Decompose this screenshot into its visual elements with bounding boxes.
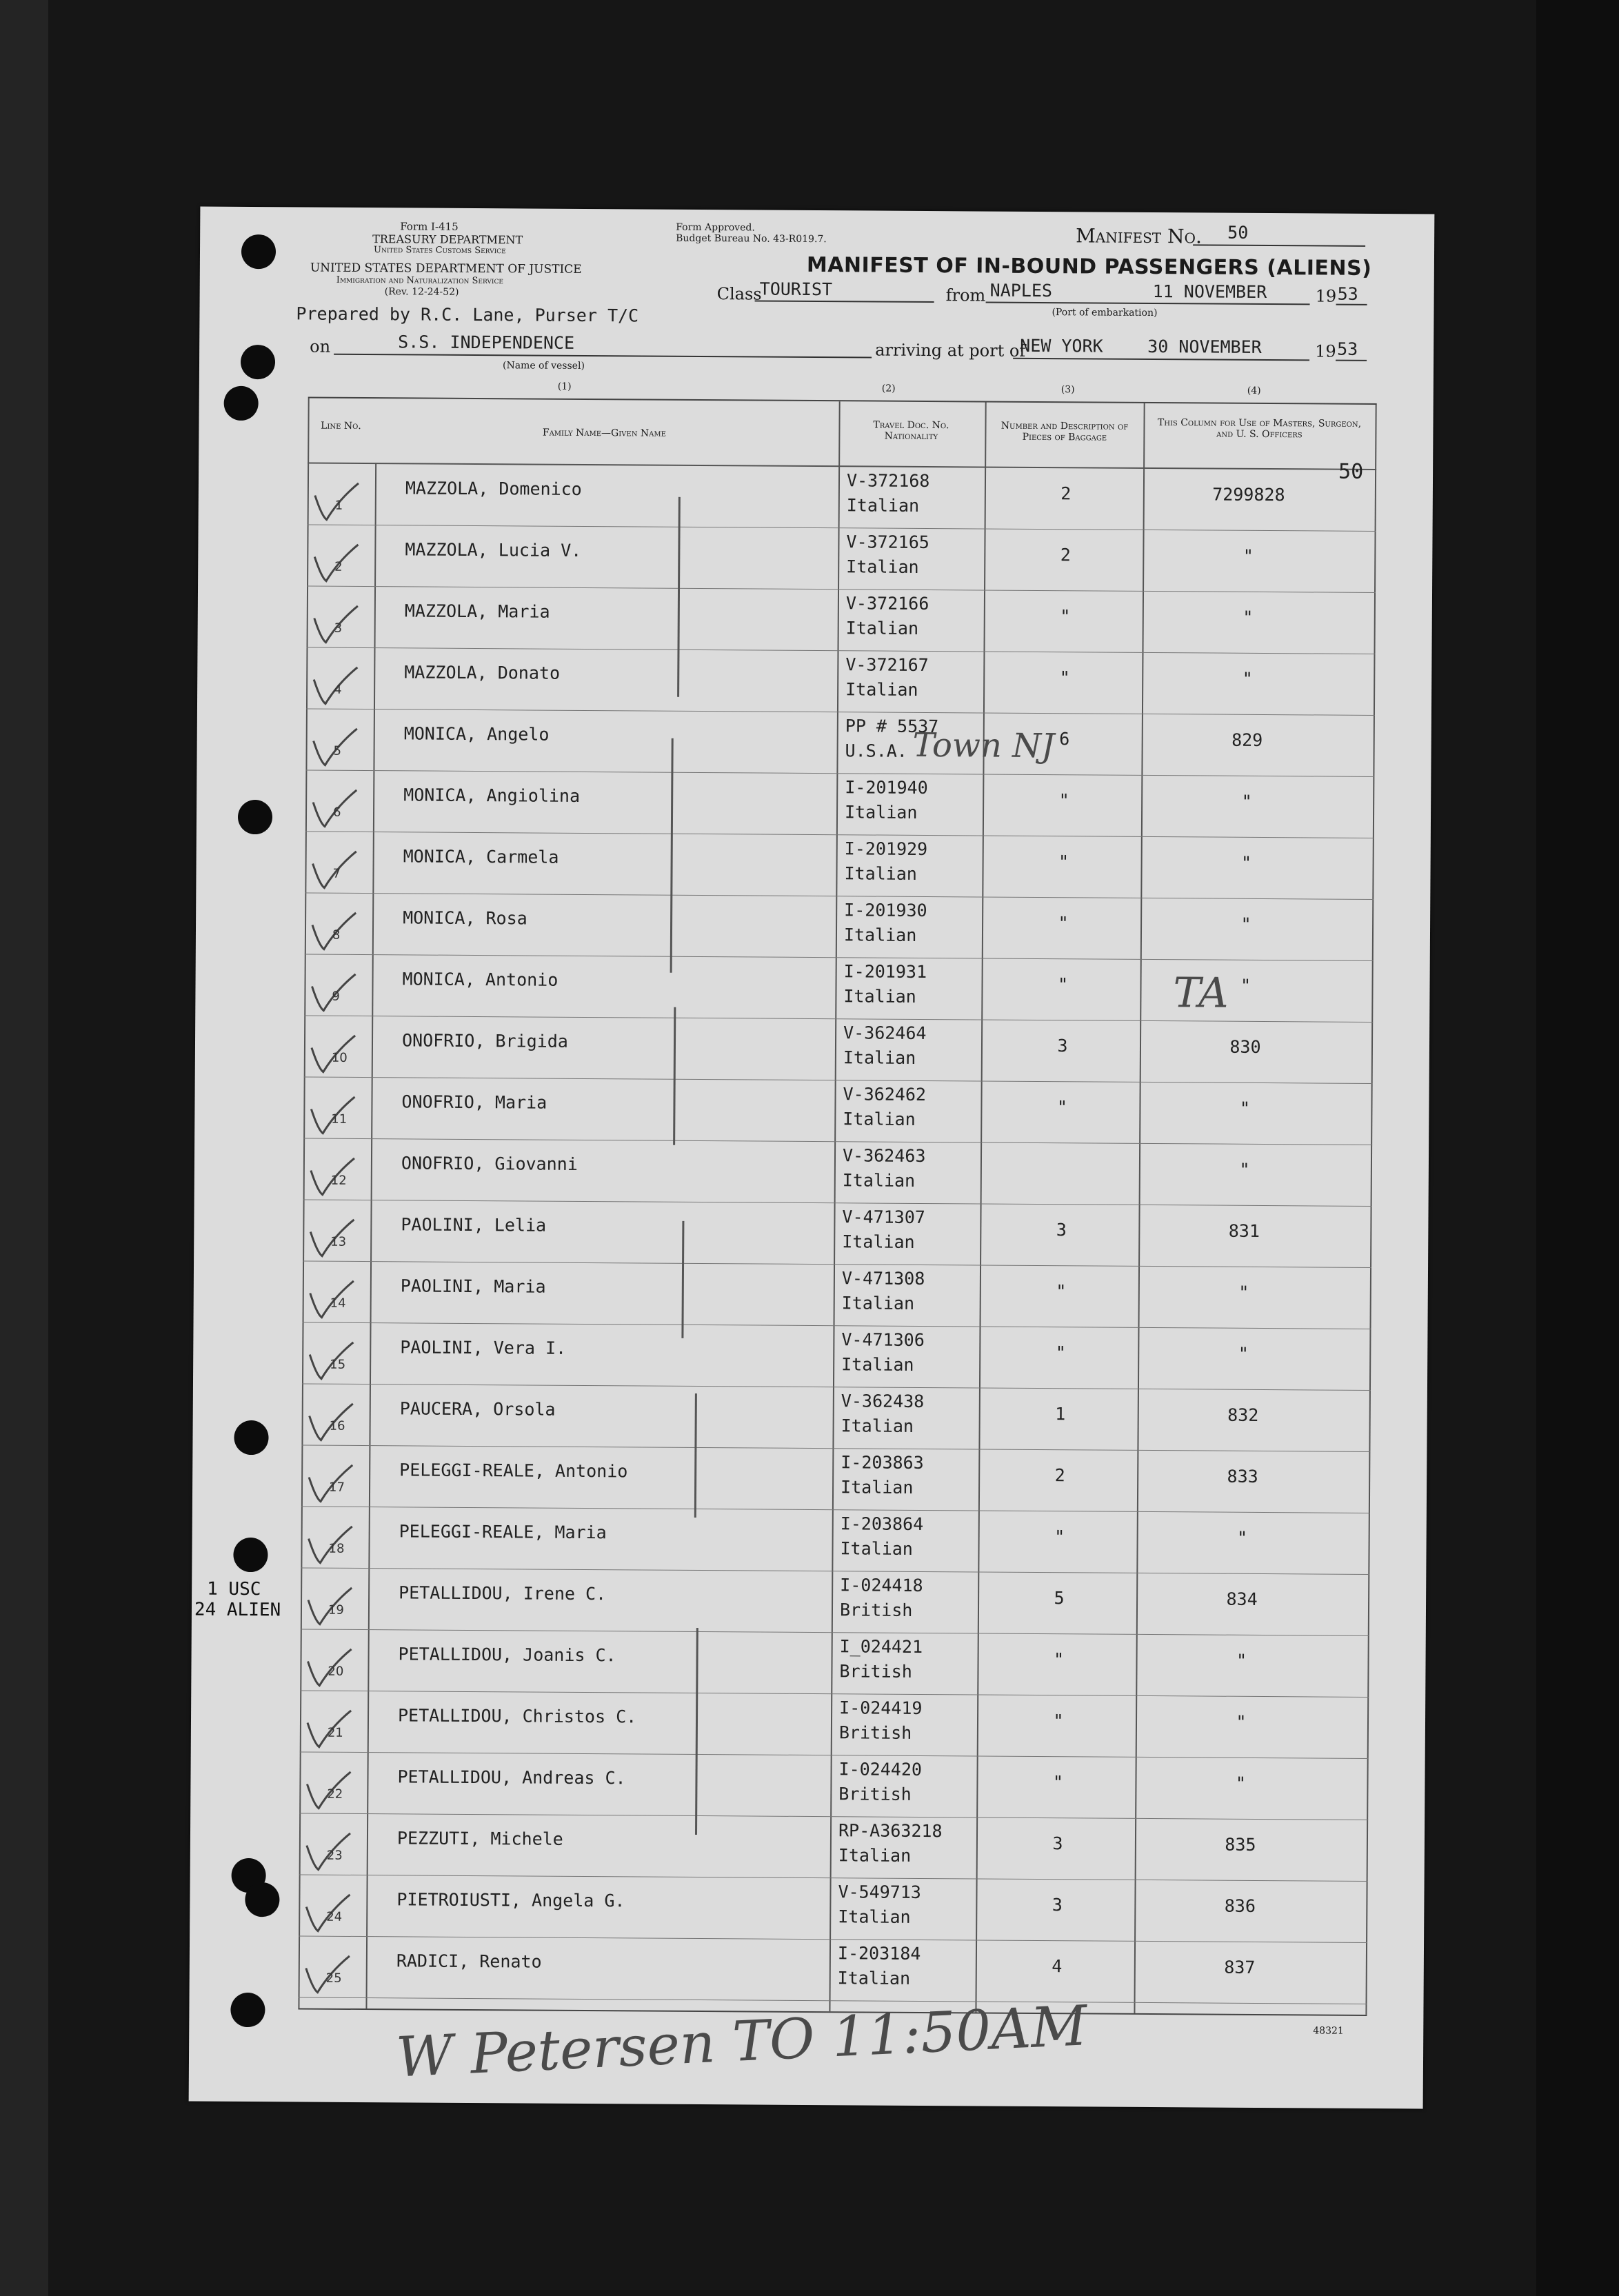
margin-note	[194, 1579, 305, 1621]
nationality: British	[839, 1600, 913, 1620]
passenger-name: MAZZOLA, Maria	[404, 601, 550, 622]
travel-doc	[842, 1266, 925, 1316]
line-number: 15	[330, 1357, 346, 1372]
travel-doc	[841, 1389, 925, 1439]
doc-number: I-203864	[840, 1513, 924, 1535]
table-row	[308, 464, 1377, 532]
binder-hole	[245, 1882, 279, 1917]
embark-year-prefix: 19	[1315, 286, 1337, 306]
underline	[1013, 358, 1309, 361]
doc-number: V-362462	[843, 1084, 927, 1105]
nationality: British	[838, 1722, 912, 1743]
passenger-name: PEZZUTI, Michele	[396, 1828, 563, 1849]
line-number: 9	[332, 989, 340, 1004]
line-number: 25	[325, 1971, 342, 1986]
nationality: Italian	[843, 986, 916, 1007]
nationality: Italian	[840, 1538, 913, 1559]
nationality: Italian	[846, 495, 920, 516]
officer-entry: 837	[1224, 1957, 1256, 1977]
officer-entry: "	[1236, 1711, 1247, 1732]
officer-entry: 831	[1228, 1220, 1260, 1241]
officer-entry: 835	[1225, 1834, 1256, 1855]
officer-entry: 836	[1224, 1895, 1256, 1916]
line-number: 6	[332, 805, 341, 820]
officer-entry: "	[1243, 545, 1254, 566]
doc-number: V-372165	[846, 532, 929, 553]
binder-hole	[230, 1993, 265, 2027]
nationality: Italian	[841, 1354, 914, 1375]
underline	[334, 354, 872, 359]
baggage-count: "	[1055, 1342, 1066, 1363]
scan-background-right	[1536, 0, 1619, 2296]
travel-doc	[839, 1634, 923, 1684]
line-number: 1	[334, 498, 343, 513]
travel-doc	[845, 775, 928, 825]
header-baggage: Number and Description of Pieces of Baggage	[1000, 420, 1129, 443]
nationality: British	[838, 1784, 912, 1804]
officer-entry: "	[1243, 607, 1254, 627]
passenger-name: MONICA, Rosa	[403, 907, 527, 929]
table-row	[301, 1568, 1370, 1635]
baggage-count: "	[1054, 1527, 1065, 1547]
baggage-count: 3	[1052, 1833, 1063, 1854]
table-row	[305, 894, 1374, 961]
doc-number: V-372168	[846, 470, 930, 492]
handwritten-note-row10: TA	[1173, 969, 1229, 1018]
baggage-count: 3	[1052, 1895, 1063, 1915]
underline	[1193, 244, 1365, 247]
officer-entry: "	[1238, 1282, 1249, 1302]
table-row	[301, 1445, 1371, 1513]
table-row	[304, 1016, 1374, 1084]
manifest-no-label: Manifest No.	[1076, 224, 1203, 248]
form-revision: (Rev. 12-24-52)	[384, 286, 459, 298]
arrival-date: 30 NOVEMBER	[1147, 336, 1262, 357]
table-row	[301, 1384, 1371, 1451]
line-number: 18	[328, 1541, 345, 1556]
doc-number: V-362463	[842, 1145, 926, 1167]
binder-hole	[238, 800, 272, 834]
corner-note: 50	[1338, 459, 1364, 484]
baggage-count: 1	[1055, 1404, 1066, 1424]
travel-doc	[843, 1020, 927, 1071]
travel-doc	[847, 468, 930, 518]
baggage-count: "	[1058, 852, 1069, 872]
baggage-count: 2	[1060, 545, 1071, 565]
header-officers: This Column for Use of Masters, Surgeon, and U. S. Officers	[1157, 417, 1362, 441]
officer-entry: 829	[1231, 729, 1263, 750]
passenger-name: RADICI, Renato	[396, 1951, 542, 1972]
baggage-count: 6	[1059, 729, 1070, 749]
nationality: Italian	[837, 1968, 911, 1988]
line-number: 2	[334, 559, 343, 574]
officer-entry: "	[1238, 1343, 1249, 1364]
line-number: 10	[331, 1050, 348, 1065]
passenger-name: PETALLIDOU, Irene C.	[399, 1582, 607, 1604]
header-name: Family Name—Given Name	[542, 427, 666, 439]
line-number: 17	[329, 1480, 345, 1495]
from-value: NAPLES	[989, 280, 1053, 301]
passenger-name: ONOFRIO, Giovanni	[401, 1153, 578, 1174]
passenger-name: PAOLINI, Vera I.	[400, 1337, 567, 1358]
footer-code: 48321	[1313, 2025, 1344, 2037]
table-row	[305, 771, 1375, 838]
nationality: Italian	[844, 863, 917, 884]
form-number: Form I-415	[400, 220, 459, 233]
embark-year: 53	[1337, 283, 1358, 304]
travel-doc	[839, 1695, 923, 1746]
port-embark-caption: (Port of embarkation)	[1052, 307, 1158, 319]
nationality: Italian	[838, 1906, 911, 1927]
col-num-1: (1)	[557, 381, 572, 392]
table-row	[303, 1200, 1372, 1267]
baggage-count: 3	[1057, 1036, 1068, 1056]
officer-entry: 834	[1226, 1589, 1258, 1609]
passenger-name: MAZZOLA, Lucia V.	[405, 539, 582, 561]
line-number: 3	[334, 621, 343, 636]
underline	[1336, 360, 1367, 361]
nationality: Italian	[842, 1170, 916, 1191]
dept-treasury: TREASURY DEPARTMENT	[372, 232, 523, 247]
travel-doc	[846, 591, 929, 641]
nationality: Italian	[842, 1231, 915, 1252]
nationality: Italian	[846, 556, 919, 577]
doc-number: I-201930	[844, 900, 927, 921]
travel-doc	[843, 1143, 926, 1194]
passenger-name: ONOFRIO, Brigida	[401, 1030, 568, 1051]
passenger-name: PIETROIUSTI, Angela G.	[396, 1889, 625, 1911]
binder-hole	[241, 234, 276, 269]
travel-doc	[843, 1082, 926, 1132]
nationality: Italian	[844, 802, 918, 823]
doc-number: I-203184	[837, 1943, 921, 1964]
handwritten-signature: W Petersen TO 11:50AM	[394, 1993, 1089, 2090]
nationality: Italian	[841, 1416, 914, 1436]
passenger-name: PAOLINI, Lelia	[401, 1214, 547, 1236]
from-label: from	[945, 285, 986, 305]
travel-doc	[838, 1818, 943, 1869]
col-num-2: (2)	[881, 383, 896, 394]
arrival-year-prefix: 19	[1315, 341, 1336, 361]
underline	[755, 300, 934, 303]
doc-number: I_024421	[839, 1636, 923, 1657]
scan-background-left	[0, 0, 48, 2296]
officer-entry: "	[1239, 1159, 1250, 1180]
class-value: TOURIST	[759, 279, 833, 300]
table-row	[299, 1752, 1369, 1820]
officer-entry: "	[1242, 668, 1253, 689]
line-number: 23	[326, 1848, 343, 1863]
binder-hole	[234, 1420, 268, 1455]
vessel-name: S.S. INDEPENDENCE	[398, 332, 575, 353]
baggage-count: "	[1053, 1711, 1064, 1731]
baggage-count: "	[1058, 790, 1069, 811]
baggage-count: "	[1058, 913, 1069, 934]
doc-number: I-024419	[839, 1698, 923, 1718]
nationality: Italian	[845, 679, 918, 700]
passenger-name: PETALLIDOU, Joanis C.	[398, 1644, 616, 1666]
binder-hole	[233, 1538, 268, 1572]
doc-number: V-372167	[845, 654, 929, 676]
vessel-caption: (Name of vessel)	[502, 360, 585, 372]
table-row	[299, 1936, 1368, 2004]
line-number: 14	[330, 1296, 346, 1311]
passenger-name: MONICA, Carmela	[403, 846, 559, 867]
manifest-no-value: 50	[1227, 222, 1249, 243]
travel-doc	[838, 1757, 922, 1807]
travel-doc	[842, 1205, 925, 1255]
officer-entry: 832	[1227, 1404, 1259, 1425]
manifest-page	[189, 207, 1435, 2109]
doc-number: V-549713	[838, 1882, 922, 1902]
nationality: Italian	[845, 618, 919, 638]
table-row	[301, 1507, 1370, 1574]
line-number: 5	[333, 743, 342, 758]
dept-ins: Immigration and Naturalization Service	[336, 274, 503, 287]
officer-entry: "	[1235, 1773, 1247, 1793]
line-number: 16	[329, 1418, 345, 1433]
col-num-3: (3)	[1060, 384, 1075, 396]
passenger-name: PELEGGI-REALE, Maria	[399, 1521, 607, 1543]
officer-entry: "	[1240, 975, 1251, 996]
nationality: Italian	[841, 1293, 915, 1313]
table-row	[307, 587, 1376, 654]
passenger-name: PETALLIDOU, Andreas C.	[397, 1766, 626, 1789]
nationality: Italian	[843, 1109, 916, 1129]
table-row	[300, 1691, 1369, 1758]
officer-entry: 830	[1229, 1036, 1261, 1057]
doc-number: I-024418	[840, 1575, 923, 1595]
dept-justice: UNITED STATES DEPARTMENT OF JUSTICE	[310, 261, 582, 276]
header-doc: Travel Doc. No. Nationality	[873, 419, 949, 443]
table-row	[303, 1261, 1372, 1329]
doc-number: V-471306	[841, 1329, 925, 1351]
handwritten-note-row5: Town NJ	[912, 725, 1055, 766]
officer-entry: "	[1237, 1527, 1248, 1548]
line-number: 7	[332, 866, 341, 881]
underline	[1336, 304, 1367, 305]
doc-number: I-024420	[838, 1759, 923, 1780]
doc-number: I-203863	[841, 1452, 924, 1473]
officer-entry: 7299828	[1212, 484, 1285, 505]
baggage-count: "	[1057, 974, 1069, 995]
table-row	[303, 1078, 1373, 1145]
baggage-count: "	[1052, 1772, 1064, 1793]
binder-hole	[224, 386, 259, 421]
baggage-count: 4	[1052, 1956, 1063, 1977]
baggage-count: "	[1059, 667, 1070, 688]
travel-doc	[838, 1941, 921, 1991]
doc-number: V-372166	[845, 593, 929, 614]
underline	[986, 302, 1310, 305]
line-number: 24	[326, 1909, 343, 1924]
doc-number: I-201931	[843, 961, 927, 983]
table-row	[306, 648, 1376, 716]
doc-number: V-362438	[841, 1391, 925, 1412]
baggage-count	[1020, 1158, 1103, 1159]
doc-number: I-201940	[845, 777, 928, 798]
header-line-no: Line No.	[321, 420, 361, 432]
doc-number: RP-A363218	[838, 1820, 943, 1842]
doc-number: V-471307	[842, 1207, 925, 1228]
arrival-port: NEW YORK	[1020, 335, 1103, 356]
passenger-name: PAOLINI, Maria	[400, 1276, 546, 1297]
passenger-name: MONICA, Angelo	[403, 723, 550, 745]
nationality: Italian	[838, 1845, 912, 1866]
line-number: 20	[328, 1664, 344, 1679]
line-number: 22	[327, 1786, 343, 1802]
dept-customs: United States Customs Service	[373, 245, 506, 256]
officer-entry: "	[1241, 852, 1252, 873]
prepared-by: Prepared by R.C. Lane, Purser T/C	[296, 303, 639, 326]
passenger-name: MONICA, Antonio	[402, 969, 559, 990]
officer-entry: "	[1241, 791, 1252, 812]
table-row	[305, 832, 1374, 900]
nationality: British	[839, 1661, 912, 1682]
travel-doc	[841, 1450, 924, 1500]
page-title: MANIFEST OF IN-BOUND PASSENGERS (ALIENS)	[806, 252, 1372, 281]
doc-number: V-362464	[843, 1023, 927, 1044]
nationality: U.S.A.	[845, 741, 908, 761]
passenger-name: PAUCERA, Orsola	[399, 1398, 556, 1420]
on-label: on	[310, 336, 331, 356]
travel-doc	[840, 1511, 923, 1562]
baggage-count: 5	[1054, 1588, 1065, 1609]
baggage-count: "	[1053, 1649, 1065, 1670]
baggage-count: "	[1060, 606, 1071, 627]
travel-doc	[845, 652, 929, 703]
travel-doc	[841, 1327, 925, 1378]
nationality: Italian	[843, 1047, 916, 1068]
officer-entry: 833	[1227, 1466, 1258, 1487]
line-number: 21	[327, 1725, 343, 1740]
binder-hole	[241, 345, 275, 379]
baggage-count: "	[1056, 1097, 1068, 1118]
table-row	[299, 1875, 1368, 1942]
passenger-name: MONICA, Angiolina	[403, 785, 581, 806]
form-approved: Form Approved.	[676, 221, 755, 234]
table-row	[300, 1629, 1369, 1697]
officer-entry: "	[1236, 1650, 1247, 1671]
doc-number: I-201929	[844, 838, 928, 860]
table-row	[307, 525, 1376, 593]
passenger-name: MAZZOLA, Domenico	[405, 478, 582, 499]
table-row	[302, 1322, 1371, 1390]
passenger-name: ONOFRIO, Maria	[401, 1091, 547, 1113]
officer-entry: "	[1239, 1098, 1251, 1118]
passenger-name: MAZZOLA, Donato	[404, 662, 561, 683]
arrival-year: 53	[1337, 339, 1358, 359]
nationality: Italian	[843, 925, 917, 945]
embark-date: 11 NOVEMBER	[1152, 281, 1267, 303]
budget-bureau: Budget Bureau No. 43-R019.7.	[676, 232, 827, 245]
line-number: 12	[330, 1173, 347, 1188]
margin-note-line1: 1 USC	[207, 1578, 261, 1600]
passenger-name: PELEGGI-REALE, Antonio	[399, 1460, 628, 1482]
margin-note-line2: 24 ALIEN	[194, 1599, 281, 1621]
travel-doc	[843, 959, 927, 1009]
table-row	[303, 1138, 1373, 1206]
line-number: 19	[328, 1602, 344, 1618]
baggage-count: 2	[1060, 483, 1072, 504]
travel-doc	[844, 836, 927, 887]
table-row	[305, 709, 1375, 777]
class-label: Class	[716, 284, 762, 304]
passenger-name: PETALLIDOU, Christos C.	[397, 1705, 637, 1727]
line-number: 4	[334, 682, 342, 697]
baggage-count: "	[1056, 1281, 1067, 1302]
travel-doc	[846, 530, 929, 580]
line-number: 13	[330, 1234, 347, 1249]
baggage-count: 2	[1054, 1465, 1065, 1486]
doc-number: V-471308	[841, 1268, 925, 1289]
travel-doc	[838, 1880, 921, 1930]
travel-doc	[840, 1573, 923, 1623]
baggage-count: 3	[1056, 1220, 1067, 1240]
arriving-label: arriving at port of	[875, 340, 1026, 361]
passenger-table	[298, 397, 1376, 2016]
officer-entry: "	[1240, 914, 1251, 934]
col-num-4: (4)	[1247, 385, 1261, 396]
table-row	[299, 1813, 1369, 1881]
nationality: Italian	[840, 1477, 914, 1498]
line-number: 8	[332, 927, 341, 943]
line-number: 11	[331, 1111, 348, 1127]
travel-doc	[844, 898, 927, 948]
doc-number: PP # 5537	[845, 716, 939, 737]
